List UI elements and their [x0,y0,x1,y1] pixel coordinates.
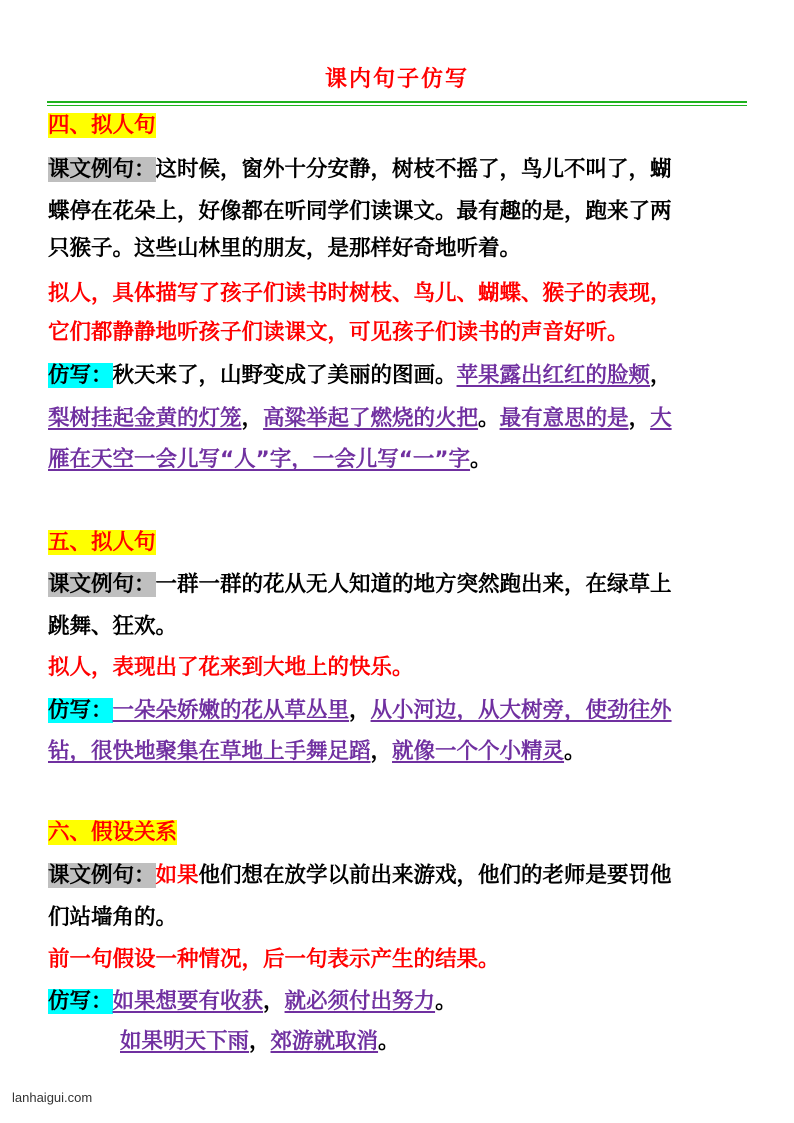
analysis-note: 前一句假设一种情况，后一句表示产生的结果。 [48,947,500,972]
imitation-line: 钻，很快地聚集在草地上手舞足蹈，就像一个个小精灵。 [48,739,586,764]
example-line: 只猴子。这些山林里的朋友，是那样好奇地听着。 [48,236,522,261]
imitation-line: 如果明天下雨，郊游就取消。 [120,1029,400,1054]
imitation-line: 梨树挂起金黄的灯笼，高粱举起了燃烧的火把。最有意思的是，大 [48,406,672,431]
footer-source: lanhaigui.com [12,1090,93,1105]
example-line: 们站墙角的。 [48,905,178,930]
analysis-note: 它们都静静地听孩子们读课文，可见孩子们读书的声音好听。 [48,320,629,345]
example-line: 课文例句：一群一群的花从无人知道的地方突然跑出来，在绿草上 [48,572,672,597]
imitation-label: 仿写： [48,989,113,1014]
imitation-line: 仿写：一朵朵娇嫩的花从草丛里，从小河边，从大树旁，使劲往外 [48,698,672,723]
imitation-line: 仿写：秋天来了，山野变成了美丽的图画。苹果露出红红的脸颊， [48,363,672,388]
page-title: 课内句子仿写 [324,67,469,92]
example-line: 蝶停在花朵上，好像都在听同学们读课文。最有趣的是，跑来了两 [48,199,672,224]
imitation-label: 仿写： [48,698,113,723]
imitation-label: 仿写： [48,363,113,388]
analysis-note: 拟人，表现出了花来到大地上的快乐。 [48,655,414,680]
example-label: 课文例句： [48,572,156,597]
imitation-line: 雁在天空一会儿写“人”字，一会儿写“一”字。 [48,447,492,472]
example-label: 课文例句： [48,157,156,182]
section-heading: 五、拟人句 [48,530,156,555]
analysis-note: 拟人，具体描写了孩子们读书时树枝、鸟儿、蝴蝶、猴子的表现， [48,281,672,306]
example-line: 课文例句：如果他们想在放学以前出来游戏，他们的老师是要罚他 [48,863,672,888]
section-heading: 六、假设关系 [48,820,178,845]
imitation-line: 仿写：如果想要有收获，就必须付出努力。 [48,989,457,1014]
example-label: 课文例句： [48,863,156,888]
section-heading: 四、拟人句 [48,113,156,138]
title-divider [47,101,747,103]
example-line: 课文例句：这时候，窗外十分安静，树枝不摇了，鸟儿不叫了，蝴 [48,157,672,182]
example-line: 跳舞、狂欢。 [48,614,178,639]
